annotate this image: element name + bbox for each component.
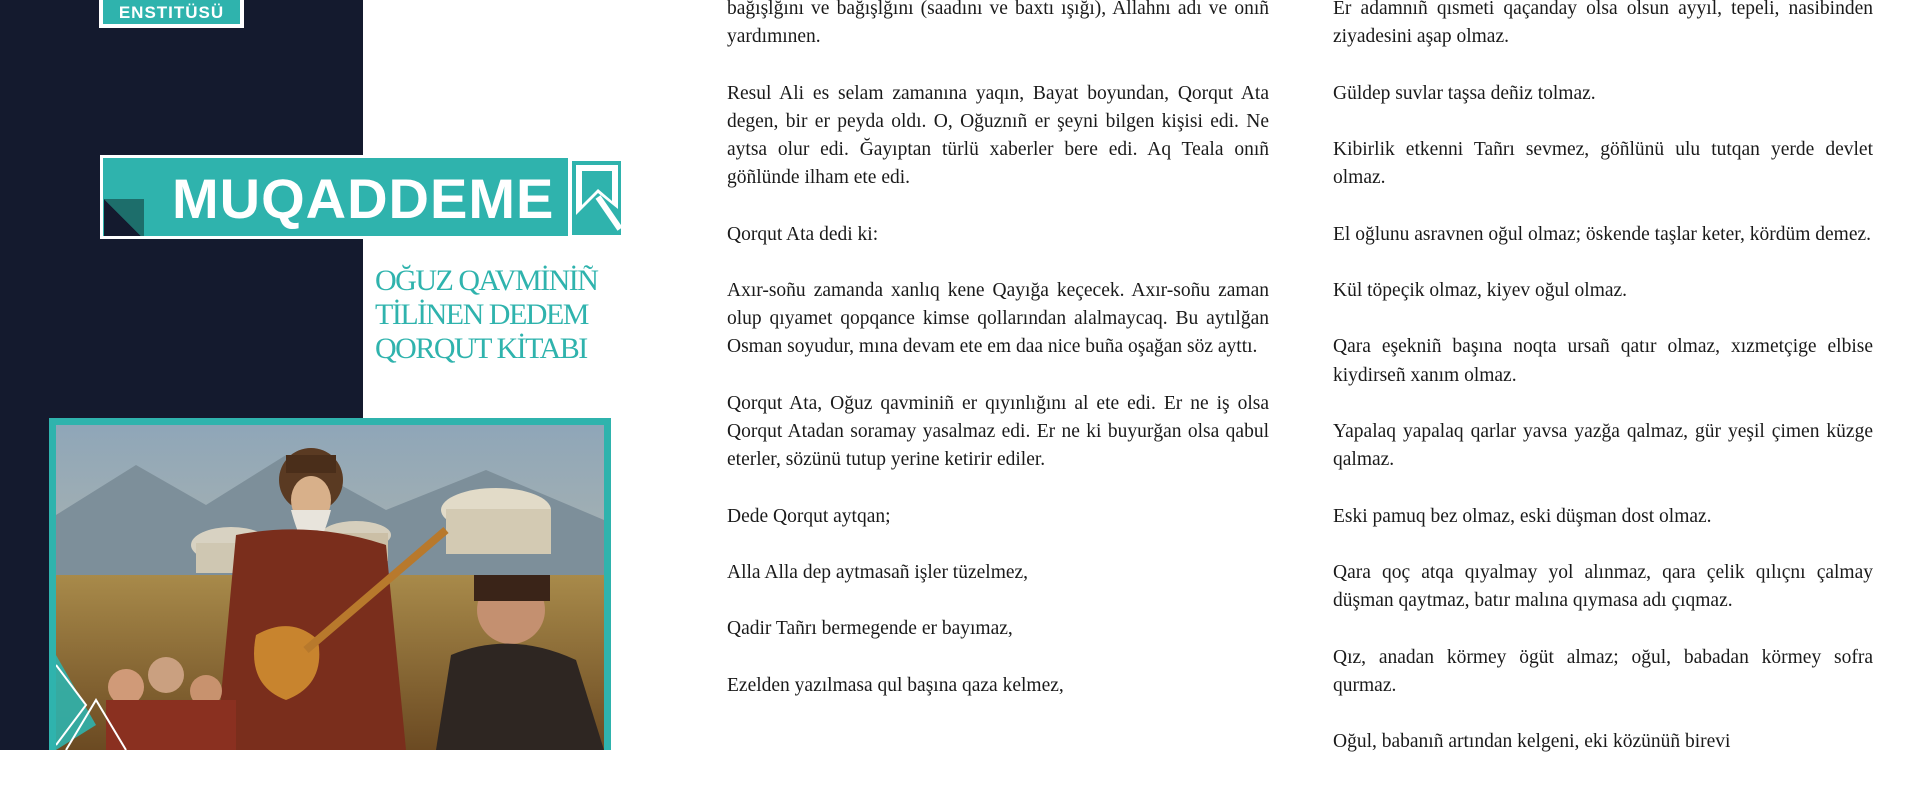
paragraph: Kül töpeçik olmaz, kiyev oğul olmaz.: [1333, 279, 1628, 301]
dede-qorqut-painting: [56, 425, 604, 750]
subtitle-line: TİLİNEN DEDEM: [375, 298, 588, 331]
institute-logo-tag: ENSTITÜSÜ: [99, 0, 244, 28]
paragraph: Eski pamuq bez olmaz, eski düşman dost olmaz.: [1333, 505, 1712, 527]
magnifier-q-icon: [568, 157, 626, 239]
paragraph: El oğlunu asravnen oğul olmaz; öskende taşlar keter, kördüm demez.: [1333, 223, 1872, 245]
paragraph: Axır-soñu zamanda xanlıq kene Qayığa keçecek. Axır-soñu zaman olup qıyamet qopqance kimse qollarından alalmaycaq. Bu aytılğan Osman soyudur, mına devam ete em daa nice buña oşağan söz ayttı.: [727, 279, 1269, 358]
subtitle-line: QORQUT KİTABI: [375, 332, 587, 365]
paragraph: Resul Ali es selam zamanına yaqın, Bayat boyundan, Qorqut Ata degen, bir er peyda oldı. O, Oğuznıñ er şeyni bilgen kişisi edi. Ne aytsa olur edi. Ğayıptan türlü xaberler bere edi. Aq Teala onıñ göñlünde ilham ete edi.: [727, 82, 1269, 189]
paragraph: Qız, anadan körmey ögüt almaz; oğul, babadan körmey sofra qurmaz.: [1333, 646, 1873, 696]
paragraph: Dede Qorqut aytqan;: [727, 505, 891, 527]
paragraph: Yapalaq yapalaq qarlar yavsa yazğa qalmaz, gür yeşil çimen küzge qalmaz.: [1333, 420, 1873, 471]
paragraph: Qorqut Ata, Oğuz qavminiñ er qıyınlığını al ete edi. Er ne iş olsa Qorqut Atadan soramay yasalmaz edi. Er ne ki buyurğan olsa qabul eterler, sözünü tutup yerine ketirir ediler.: [727, 392, 1269, 471]
paragraph: bağışlğını ve bağışlğını (saadını ve baxtı ışığı), Allahnı adı ve onıñ yardımınen.: [727, 0, 1269, 48]
paragraph: Er adamnıñ qısmeti qaçanday olsa olsun ayyıl, tepeli, nasibinden ziyadesini aşap olmaz.: [1333, 0, 1873, 48]
book-subtitle: [375, 264, 655, 366]
text-column-left: [727, 0, 1269, 728]
paragraph: Qara eşekniñ başına noqta ursañ qatır olmaz, xızmetçige elbise kiydirseñ xanım olmaz.: [1333, 336, 1873, 386]
paragraph: Qadir Tañrı bermegende er bayımaz,: [727, 618, 1013, 640]
paragraph: Kibirlik etkenni Tañrı sevmez, göñlünü ulu tutqan yerde devlet olmaz.: [1333, 138, 1873, 189]
paragraph: Qara qoç atqa qıyalmay yol alınmaz, qara çelik qılıçnı çalmay düşman qaytmaz, batır malına qıymasa adı çıqmaz.: [1333, 561, 1873, 612]
section-title: MUQADDEME: [172, 167, 555, 230]
paragraph: Qorqut Ata dedi ki:: [727, 223, 879, 245]
banner-corner-triangle-icon: [104, 199, 144, 239]
painting-illustration: [56, 425, 604, 750]
paragraph: Oğul, babanıñ artından kelgeni, eki közünüñ birevi: [1333, 731, 1731, 753]
subtitle-line: OĞUZ QAVMİNİÑ: [375, 264, 598, 297]
paragraph: Güldep suvlar taşsa deñiz tolmaz.: [1333, 82, 1596, 104]
paragraph: Alla Alla dep aytmasañ işler tüzelmez,: [727, 561, 1029, 583]
paragraph: Ezelden yazılmasa qul başına qaza kelmez,: [727, 674, 1064, 696]
text-column-right: [1333, 0, 1873, 785]
